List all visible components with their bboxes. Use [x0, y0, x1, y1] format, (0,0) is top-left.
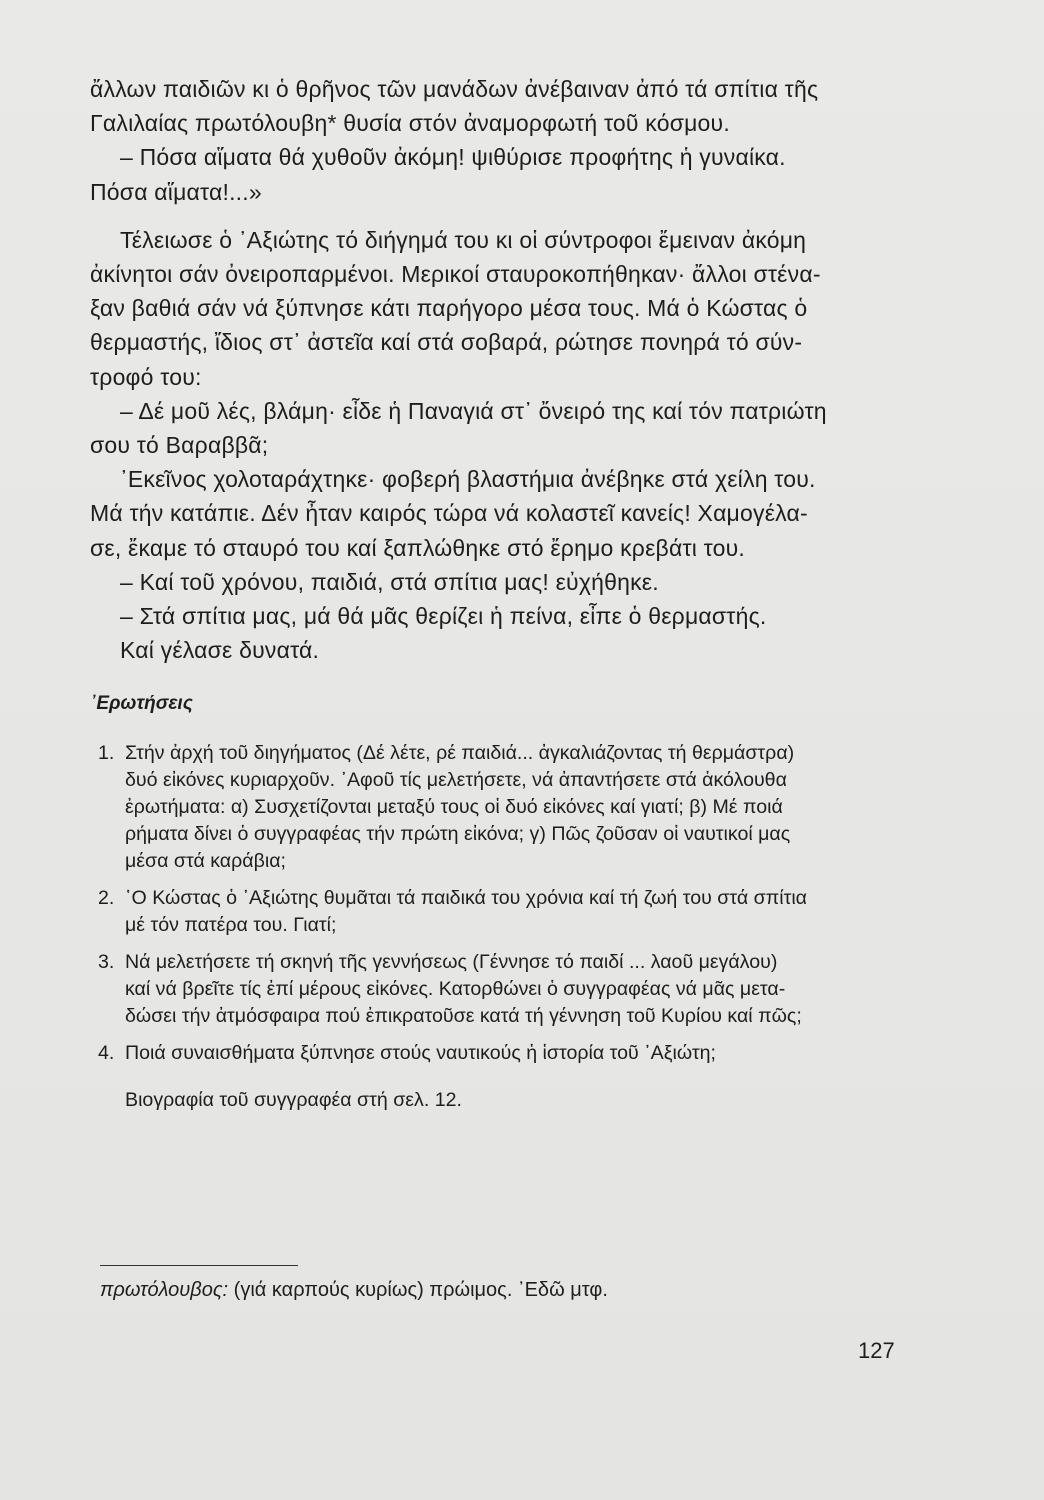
question-line: δώσει τήν ἀτμόσφαιρα πού ἐπικρατοῦσε κατά τή γέννηση τοῦ Κυρίου καί πῶς;: [125, 1005, 802, 1027]
footnote-rule: [100, 1265, 298, 1266]
question-item: [98, 1040, 938, 1067]
question-line: μέσα στά καράβια;: [125, 850, 286, 872]
story-line: Καί γέλασε δυνατά.: [120, 637, 320, 664]
story-line: σου τό Βαραββᾶ;: [90, 432, 269, 459]
question-text: [125, 949, 802, 1030]
question-text: [125, 1040, 716, 1067]
biography-note: Βιογραφία τοῦ συγγραφέα στή σελ. 12.: [125, 1089, 462, 1111]
questions-list: [98, 740, 938, 1114]
question-line: Στήν ἀρχή τοῦ διηγήματος (Δέ λέτε, ρέ παιδιά... ἀγκαλιάζοντας τή θερμάστρα): [125, 742, 795, 764]
questions-heading: ᾿Ερωτήσεις: [90, 693, 193, 714]
footnote: [100, 1279, 608, 1302]
question-line: δυό εἰκόνες κυριαρχοῦν. ᾿Αφοῦ τίς μελετήσετε, νά ἀπαντήσετε στά ἀκόλουθα: [125, 769, 787, 791]
question-number: 1.: [98, 742, 115, 764]
question-line: Ποιά συναισθήματα ξύπνησε στούς ναυτικούς ἡ ἱστορία τοῦ ᾿Αξιώτη;: [125, 1042, 716, 1064]
question-number: 4.: [98, 1042, 115, 1064]
story-line: ᾿Εκεῖνος χολοταράχτηκε· φοβερή βλαστήμια ἀνέβηκε στά χείλη του.: [120, 466, 816, 493]
question-line: ρήματα δίνει ὁ συγγραφέας τήν πρώτη εἰκόνα; γ) Πῶς ζοῦσαν οἱ ναυτικοί μας: [125, 823, 791, 845]
question-item: [98, 949, 938, 1030]
story-line: σε, ἔκαμε τό σταυρό του καί ξαπλώθηκε στό ἔρημο κρεβάτι του.: [90, 534, 745, 561]
question-line: μέ τόν πατέρα του. Γιατί;: [125, 914, 337, 936]
story-line: Μά τήν κατάπιε. Δέν ἦταν καιρός τώρα νά κολαστεῖ κανείς! Χαμογέλα-: [90, 500, 808, 527]
page-number: 127: [858, 1338, 895, 1363]
story-line: θερμαστής, ἴδιος στ᾿ ἀστεῖα καί στά σοβαρά, ρώτησε πονηρά τό σύν-: [90, 329, 803, 356]
question-line: ἐρωτήματα: α) Συσχετίζονται μεταξύ τους οἱ δυό εἰκόνες καί γιατί; β) Μέ ποιά: [125, 796, 783, 818]
story-line: – Καί τοῦ χρόνου, παιδιά, στά σπίτια μας! εὐχήθηκε.: [120, 568, 659, 595]
story-line: Τέλειωσε ὁ ᾿Αξιώτης τό διήγημά του κι οἱ σύντροφοι ἔμειναν ἀκόμη: [120, 226, 807, 253]
question-line: ῾Ο Κώστας ὁ ᾿Αξιώτης θυμᾶται τά παιδικά του χρόνια καί τή ζωή του στά σπίτια: [125, 887, 808, 909]
story-line: – Δέ μοῦ λές, βλάμη· εἶδε ἡ Παναγιά στ᾿ ὄνειρό της καί τόν πατριώτη: [120, 397, 827, 424]
question-text: [125, 740, 794, 875]
question-line: Νά μελετήσετε τή σκηνή τῆς γεννήσεως (Γέννησε τό παιδί ... λαοῦ μεγάλου): [125, 951, 778, 973]
story-text: [90, 72, 920, 667]
story-line: Πόσα αἵματα!...»: [90, 178, 262, 205]
footnote-definition: (γιά καρπούς κυρίως) πρώιμος. ᾿Εδῶ μτφ.: [228, 1279, 608, 1301]
story-line: – Στά σπίτια μας, μά θά μᾶς θερίζει ἡ πείνα, εἶπε ὁ θερμαστής.: [120, 603, 767, 630]
paragraph-gap: [90, 209, 920, 223]
story-line: ἄλλων παιδιῶν κι ὁ θρῆνος τῶν μανάδων ἀνέβαιναν ἀπό τά σπίτια τῆς: [90, 76, 819, 102]
question-item: [98, 740, 938, 875]
story-line: ξαν βαθιά σάν νά ξύπνησε κάτι παρήγορο μέσα τους. Μά ὁ Κώστας ὁ: [90, 295, 808, 322]
question-line: καί νά βρεῖτε τίς ἐπί μέρους εἰκόνες. Κατορθώνει ὁ συγγραφέας νά μᾶς μετα-: [125, 978, 786, 1000]
story-line: Γαλιλαίας πρωτόλουβη* θυσία στόν ἀναμορφωτή τοῦ κόσμου.: [90, 110, 730, 137]
story-line: – Πόσα αἵματα θά χυθοῦν ἀκόμη! ψιθύρισε προφήτης ἡ γυναίκα.: [120, 144, 786, 171]
question-number: 2.: [98, 887, 115, 909]
question-number: 3.: [98, 951, 115, 973]
question-text: [125, 885, 807, 939]
story-line: ἀκίνητοι σάν ὀνειροπαρμένοι. Μερικοί σταυροκοπήθηκαν· ἄλλοι στένα-: [90, 261, 821, 288]
question-item: [98, 885, 938, 939]
story-line: τροφό του:: [90, 363, 202, 390]
footnote-term: πρωτόλουβος:: [100, 1279, 229, 1301]
